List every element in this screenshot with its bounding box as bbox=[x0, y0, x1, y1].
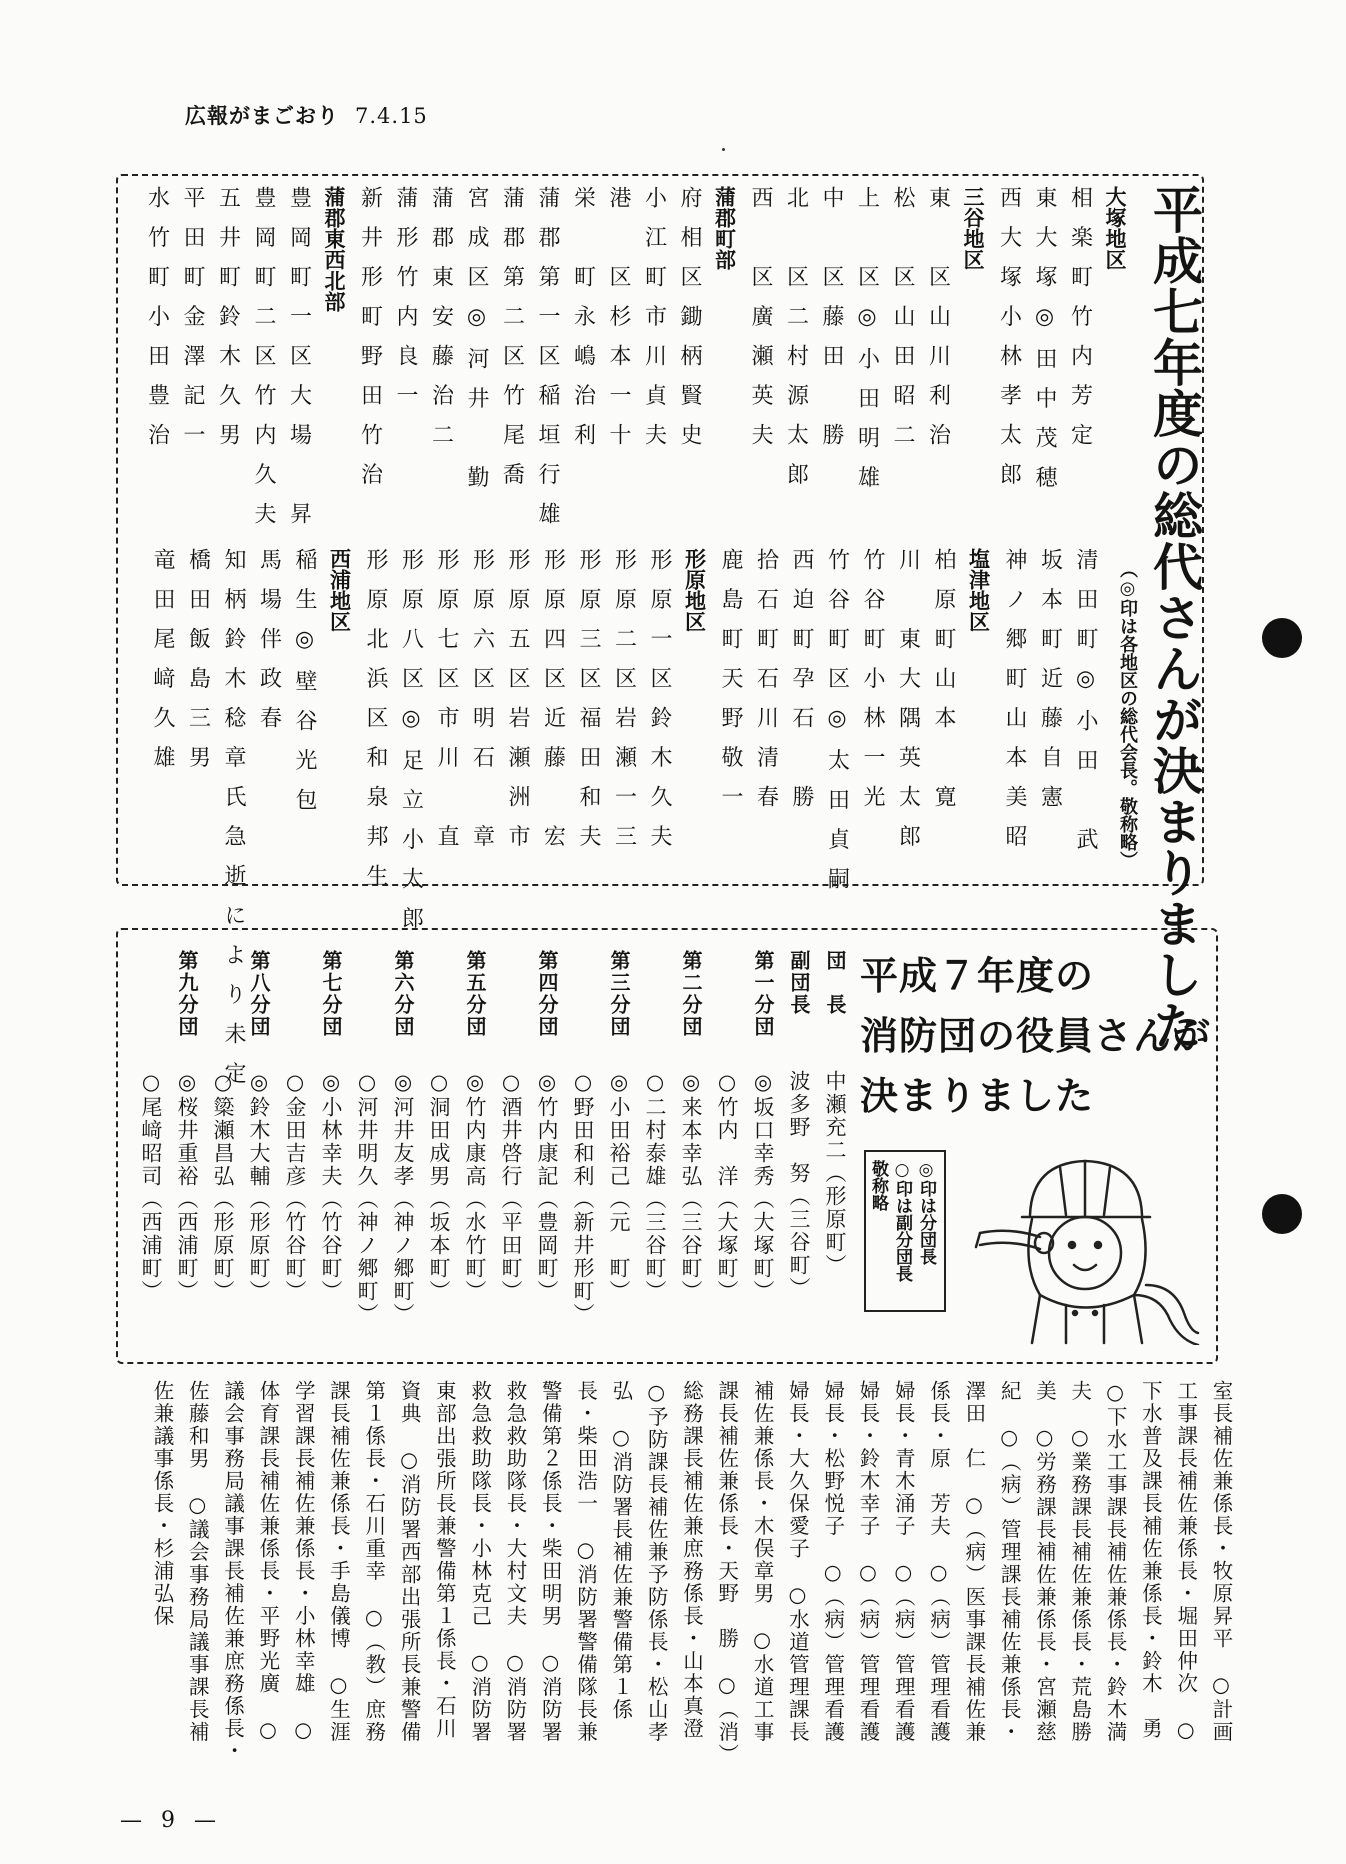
personnel-line: ○予防課長補佐兼予防係長・松山孝 bbox=[644, 1380, 669, 1744]
header-title: 広報がまごおり bbox=[185, 104, 339, 128]
soudai-entry: 形原七区市川 直 bbox=[434, 548, 459, 864]
shobo-role: 第三分団 bbox=[607, 950, 631, 1038]
shobo-title-line-1: 平成７年度の bbox=[860, 954, 1095, 998]
soudai-entry: 豊岡町一区大場 昇 bbox=[286, 186, 312, 542]
personnel-line: 体育課長補佐兼係長・平野光廣 ○ bbox=[255, 1380, 280, 1744]
personnel-line: 夫 ○業務課長補佐兼係長・荒島勝 bbox=[1067, 1380, 1092, 1744]
soudai-entry: 水竹町小田豊治 bbox=[144, 186, 170, 463]
personnel-line: 係長・原 芳夫 ○（病）管理看護 bbox=[926, 1380, 951, 1744]
shobo-role: 第五分団 bbox=[463, 950, 487, 1038]
shobo-role: 第七分団 bbox=[319, 950, 343, 1038]
soudai-entry: 相楽町竹内芳定 bbox=[1067, 186, 1093, 463]
shobo-member: ○二村泰雄（三谷町） bbox=[643, 1070, 667, 1303]
legend-line-3: 敬称略 bbox=[868, 1160, 888, 1211]
soudai-entry: 拾石町石川清春 bbox=[753, 548, 779, 825]
soudai-entry: 西迫町孕石 勝 bbox=[789, 548, 814, 825]
soudai-title: 平成七年度の総代さんが決まりました bbox=[1145, 184, 1203, 1051]
shobo-member: ○竹内 洋（大塚町） bbox=[715, 1070, 739, 1303]
personnel-line: 警備第２係長・柴田明男 ○消防署 bbox=[538, 1380, 563, 1744]
soudai-entry: 小江町市川貞夫 bbox=[641, 186, 667, 463]
binding-hole-lower bbox=[1262, 1194, 1302, 1234]
personnel-line: 資典 ○消防署西部出張所長兼警備 bbox=[397, 1380, 422, 1744]
soudai-entry: 形原一区鈴木久夫 bbox=[647, 548, 672, 864]
soudai-entry: 松 区山田昭二 bbox=[890, 186, 915, 463]
personnel-line: 下水普及課長補佐兼係長・鈴木 勇 bbox=[1138, 1380, 1163, 1740]
personnel-line: 課長補佐兼係長・天野 勝 ○（消） bbox=[714, 1380, 739, 1766]
personnel-line: 工事課長補佐兼係長・堀田仲次 ○ bbox=[1173, 1380, 1198, 1744]
personnel-line: 婦長・松野悦子 ○（病）管理看護 bbox=[820, 1380, 845, 1744]
soudai-entry: 形原三区福田和夫 bbox=[576, 548, 601, 864]
soudai-entry: 鹿島町天野敬一 bbox=[718, 548, 743, 825]
shobo-member: ◎坂口幸秀（大塚町） bbox=[751, 1070, 775, 1303]
soudai-entry: 西 区廣瀬英夫 bbox=[748, 186, 773, 463]
shobo-member: ○金田吉彦（竹谷町） bbox=[283, 1070, 307, 1303]
page-number: — 9 — bbox=[120, 1808, 222, 1833]
shobo-member: ○尾﨑昭司（西浦町） bbox=[139, 1070, 163, 1303]
legend-line-1: ◎印は分団長 bbox=[916, 1160, 936, 1265]
shobo-member: ◎小田裕己（元 町） bbox=[607, 1070, 631, 1303]
district-heading: 形原地区 bbox=[682, 548, 707, 632]
shobo-member: 波多野 努（三谷町） bbox=[787, 1070, 811, 1300]
personnel-line: 総務課長補佐兼庶務係長・山本真澄 bbox=[679, 1380, 704, 1740]
soudai-entry: 豊岡町二区竹内久夫 bbox=[251, 186, 276, 542]
district-heading: 塩津地区 bbox=[966, 548, 991, 632]
soudai-entry: 中 区藤田 勝 bbox=[819, 186, 844, 463]
soudai-entry: 宮成区◎河井 勤 bbox=[464, 186, 489, 505]
district-heading: 蒲郡町部 bbox=[712, 186, 737, 270]
personnel-line: 婦長・大久保愛子 ○水道管理課長 bbox=[785, 1380, 810, 1744]
soudai-entry: 柏原町山本 寛 bbox=[931, 548, 956, 825]
soudai-entry: 西大塚小林孝太郎 bbox=[996, 186, 1022, 502]
shobo-member: ◎桜井重裕（西浦町） bbox=[175, 1070, 199, 1303]
shobo-member: 中瀬充二（形原町） bbox=[823, 1070, 847, 1277]
page-header bbox=[185, 100, 428, 130]
soudai-entry: 平田町金澤記一 bbox=[180, 186, 205, 463]
personnel-line: 東部出張所長兼警備第１係長・石川 bbox=[432, 1380, 457, 1740]
soudai-entry: 蒲郡東安藤治二 bbox=[428, 186, 454, 463]
soudai-entry: 竹谷町小林一光 bbox=[860, 548, 885, 825]
soudai-entry: 形原二区岩瀬一三 bbox=[611, 548, 637, 864]
shobo-member: ○酒井啓行（平田町） bbox=[499, 1070, 523, 1303]
personnel-line: 婦長・鈴木幸子 ○（病）管理看護 bbox=[856, 1380, 880, 1744]
personnel-line: 議会事務局議事課長補佐兼庶務係長・ bbox=[220, 1380, 245, 1763]
binding-hole-upper bbox=[1262, 618, 1302, 658]
soudai-entry: 橋田飯島三男 bbox=[185, 548, 211, 785]
soudai-entry: 形原六区明石 章 bbox=[469, 548, 495, 864]
district-heading: 三谷地区 bbox=[961, 186, 985, 270]
personnel-line: 第１係長・石川重幸 ○（教）庶務 bbox=[361, 1380, 386, 1744]
shobo-member: ○野田和利（新井形町） bbox=[571, 1070, 595, 1326]
personnel-line: ○下水工事課長補佐兼係長・鈴木満 bbox=[1103, 1380, 1128, 1744]
personnel-line: 婦長・青木涌子 ○（病）管理看護 bbox=[891, 1380, 916, 1744]
soudai-entry: 東 区山川利治 bbox=[925, 186, 951, 463]
district-heading: 大塚地区 bbox=[1103, 186, 1127, 270]
header-date: 7.4.15 bbox=[355, 104, 428, 128]
shobo-role: 第六分団 bbox=[391, 950, 415, 1038]
soudai-entry: 府相区鋤柄賢史 bbox=[677, 186, 702, 463]
soudai-entry: 形原北浜区和泉邦生 bbox=[363, 548, 388, 904]
soudai-entry: 港 区杉本一十 bbox=[606, 186, 631, 463]
soudai-entry: 東大塚◎田中茂穂 bbox=[1032, 186, 1057, 505]
shobo-member: ◎竹内康高（水竹町） bbox=[463, 1070, 487, 1303]
personnel-line: 補佐兼係長・木俣章男 ○水道工事 bbox=[750, 1380, 775, 1744]
shobo-role: 第九分団 bbox=[175, 950, 199, 1038]
soudai-entry: 竹谷町区◎太田貞嗣 bbox=[824, 548, 850, 907]
soudai-entry: 坂本町近藤自憲 bbox=[1037, 548, 1063, 825]
soudai-note: （◎印は各地区の総代会長。敬称略） bbox=[1117, 560, 1138, 869]
district-heading: 西浦地区 bbox=[327, 548, 352, 632]
personnel-line: 救急救助隊長・大村文夫 ○消防署 bbox=[503, 1380, 527, 1744]
shobo-role: 第八分団 bbox=[247, 950, 271, 1038]
district-heading: 蒲郡東西北部 bbox=[322, 186, 346, 312]
personnel-line: 佐藤和男 ○議会事務局議事課長補 bbox=[185, 1380, 210, 1744]
soudai-entry: 形原四区近藤 宏 bbox=[540, 548, 566, 864]
shobo-member: ○洞田成男（坂本町） bbox=[427, 1070, 451, 1303]
shobo-role: 副団長 bbox=[787, 950, 811, 1016]
shobo-legend bbox=[864, 1150, 946, 1312]
personnel-line: 佐兼議事係長・杉浦弘保 bbox=[150, 1380, 174, 1628]
soudai-entry: 蒲郡第一区稲垣行雄 bbox=[535, 186, 560, 542]
soudai-entry: 形原八区◎足立小太郎 bbox=[398, 548, 424, 946]
personnel-line: 美 ○労務課長補佐兼係長・宮瀬慈 bbox=[1032, 1380, 1057, 1744]
shobo-title-line-2: 消防団の役員さんが bbox=[860, 1014, 1212, 1058]
personnel-line: 課長補佐兼係長・手島儀博 ○生涯 bbox=[326, 1380, 351, 1744]
shobo-member: ○簗瀬昌弘（形原町） bbox=[211, 1070, 235, 1303]
shobo-role: 団 長 bbox=[823, 950, 847, 1016]
soudai-entry: 神ノ郷町山本美昭 bbox=[1002, 548, 1027, 864]
shobo-title bbox=[860, 946, 1211, 1126]
shobo-title-line-3: 決まりました bbox=[860, 1074, 1095, 1118]
shobo-member: ◎小林幸夫（竹谷町） bbox=[319, 1070, 343, 1303]
soudai-entry: 上 区◎小田明雄 bbox=[854, 186, 880, 505]
shobo-member: ◎来本幸弘（三谷町） bbox=[679, 1070, 703, 1303]
soudai-entry: 新井形町野田竹治 bbox=[357, 186, 383, 502]
soudai-entry: 栄 町永嶋治利 bbox=[570, 186, 596, 463]
soudai-entry: 馬場伴政春 bbox=[256, 548, 282, 746]
personnel-line: 学習課長補佐兼係長・小林幸雄 ○ bbox=[291, 1380, 316, 1744]
shobo-role: 第一分団 bbox=[751, 950, 775, 1038]
soudai-entry: 稲生◎壁谷光包 bbox=[292, 548, 317, 828]
soudai-entry: 蒲形竹内良一 bbox=[393, 186, 418, 423]
soudai-entry: 五井町鈴木久男 bbox=[215, 186, 241, 463]
soudai-entry: 北 区二村源太郎 bbox=[783, 186, 809, 502]
personnel-line: 弘 ○消防署長補佐兼警備第１係 bbox=[608, 1380, 633, 1721]
personnel-line: 救急救助隊長・小林克己 ○消防署 bbox=[467, 1380, 492, 1744]
soudai-entry: 竜田尾﨑久雄 bbox=[150, 548, 175, 785]
shobo-member: ○河井明久（神ノ郷町） bbox=[355, 1070, 379, 1326]
personnel-line: 室長補佐兼係長・牧原昇平 ○計画 bbox=[1209, 1380, 1233, 1744]
personnel-line: 長・柴田浩一 ○消防署警備隊長兼 bbox=[573, 1380, 598, 1744]
firefighter-illustration bbox=[970, 1145, 1200, 1345]
shobo-role: 第四分団 bbox=[535, 950, 559, 1038]
soudai-entry: 蒲郡第二区竹尾喬 bbox=[499, 186, 525, 502]
legend-line-2: ○印は副分団長 bbox=[892, 1160, 912, 1282]
shobo-role: 第二分団 bbox=[679, 950, 703, 1038]
soudai-entry: 形原五区岩瀬洲市 bbox=[505, 548, 530, 864]
shobo-member: ◎鈴木大輔（形原町） bbox=[247, 1070, 271, 1303]
soudai-entry: 川 東大隅英太郎 bbox=[895, 548, 921, 864]
personnel-line: 澤田 仁 ○（病）医事課長補佐兼 bbox=[961, 1380, 986, 1744]
shobo-member: ◎竹内康記（豊岡町） bbox=[535, 1070, 559, 1303]
personnel-line: 紀 ○（病）管理課長補佐兼係長・ bbox=[997, 1380, 1022, 1744]
print-speck bbox=[722, 148, 725, 151]
soudai-entry: 清田町◎小田 武 bbox=[1073, 548, 1098, 867]
shobo-member: ◎河井友孝（神ノ郷町） bbox=[391, 1070, 415, 1326]
soudai-entry: 知柄鈴木稔章氏急逝により未定 bbox=[221, 548, 246, 1101]
